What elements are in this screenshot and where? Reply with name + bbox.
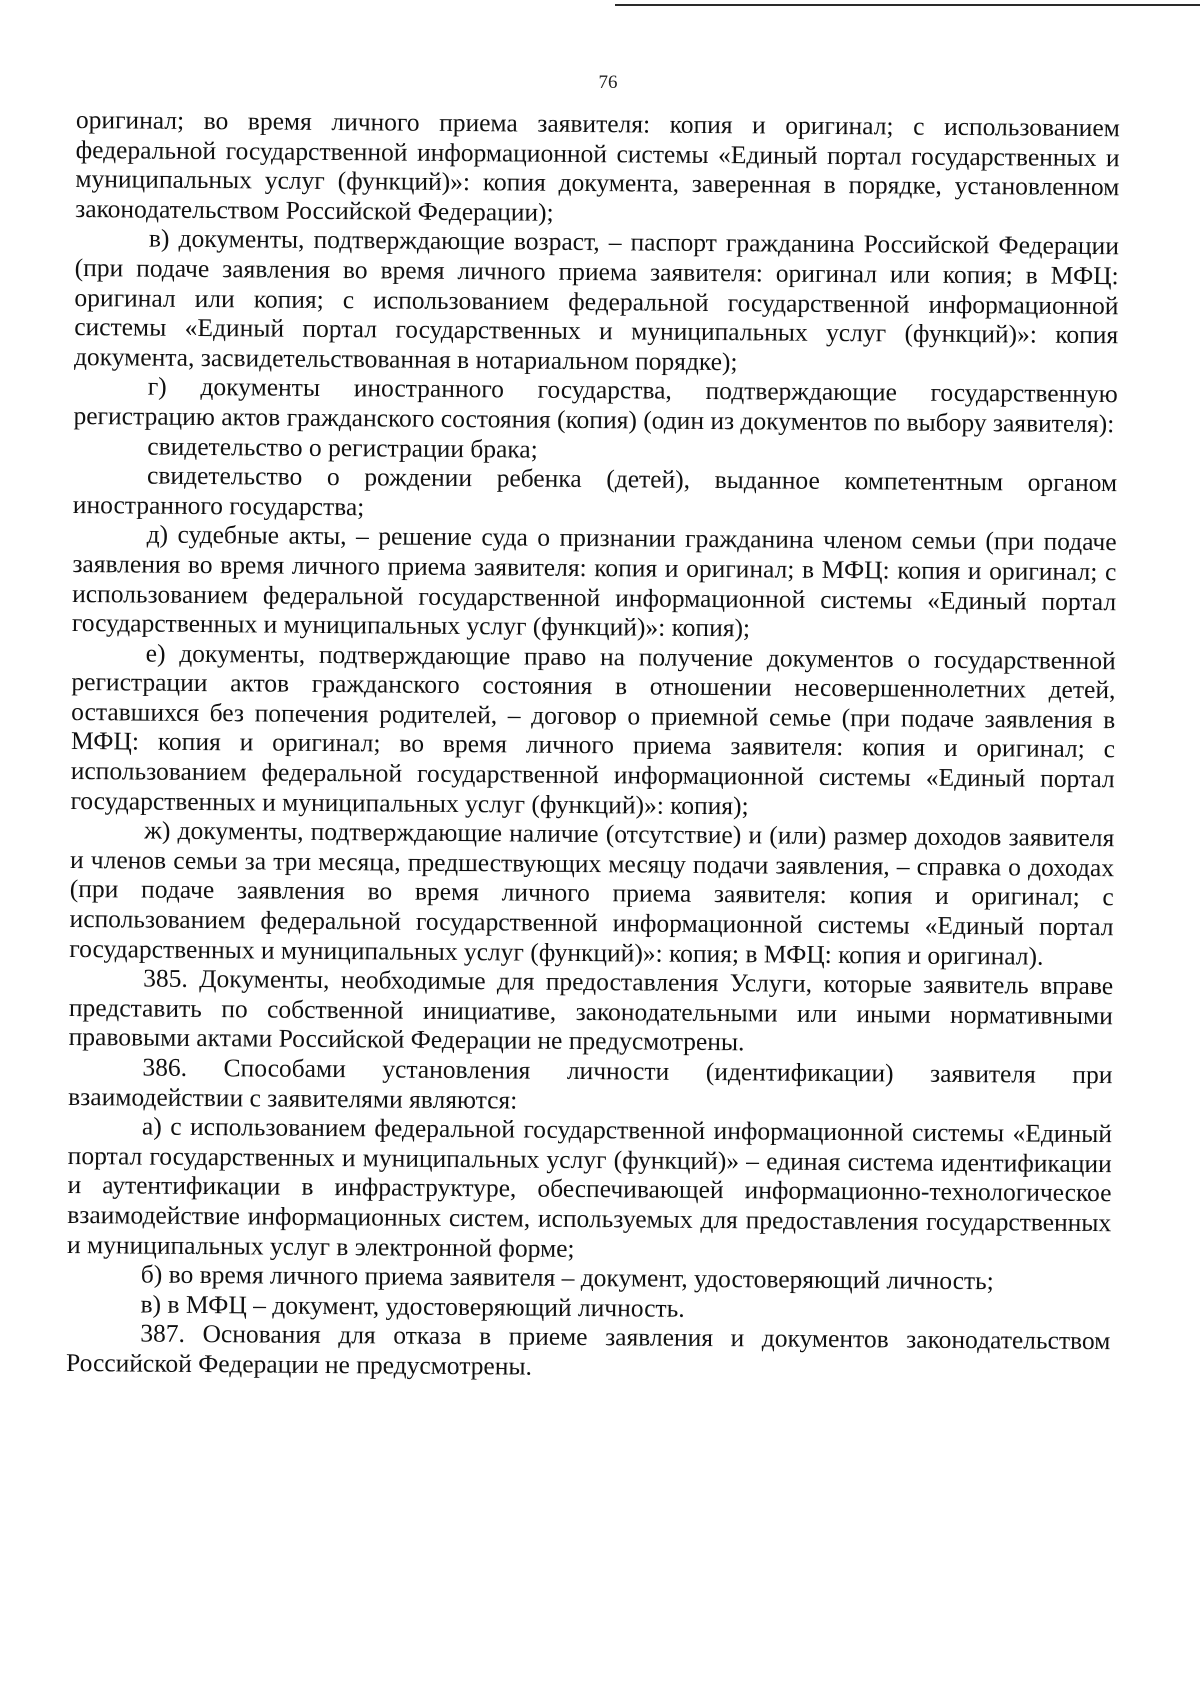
paragraph-item-g-foreign-docs: г) документы иностранного государства, подтверждающие государственную регистрацию актов гражданского состояния (копия) (один из документов по выбору заявителя): [73, 371, 1118, 439]
paragraph-item-v-age: в) документы, подтверждающие возраст, – паспорт гражданина Российской Федерации (при подаче заявления во время личного приема заявителя: оригинал или копия; в МФЦ: оригинал или копия; с использованием федеральной государственной информационной системы «Единый портал государственных и муниципальных услуг (функций)»: копия документа, засвидетельствованная в нотариальном порядке); [73, 223, 1120, 376]
top-rule [615, 4, 1200, 6]
paragraph-item-d-court-acts: д) судебные акты, – решение суда о признании гражданина членом семьи (при подаче заявления во время личного приема заявителя: копия и оригинал; в МФЦ: копия и оригинал; с использованием федеральной государственной информационной системы «Единый портал государственных и муниципальных услуг (функций)»: копия); [71, 519, 1117, 643]
body-text [66, 105, 1120, 1386]
paragraph-387: 387. Основания для отказа в приеме заявления и документов законодательством Российской Федерации не предусмотрены. [66, 1318, 1111, 1381]
paragraph-385: 385. Документы, необходимые для предоставления Услуги, которые заявитель вправе представить по собственной инициативе, законодательными или иными нормативными правовыми актами Российской Федерации не предусмотрены. [68, 963, 1114, 1057]
page-number: 76 [598, 72, 618, 93]
paragraph-birth-certificate: свидетельство о рождении ребенка (детей), выданное компетентным органом иностранного государства; [72, 460, 1118, 521]
paragraph-386-v: в) в МФЦ – документ, удостоверяющий личность. [140, 1289, 685, 1323]
paragraph-item-zh-income: ж) документы, подтверждающие наличие (отсутствие) и (или) размер доходов заявителя и членов семьи за три месяца, предшествующих месяцу подачи заявления, – справка о доходах (при подаче заявления во время личного приема заявителя: копия и оригинал; с использованием федеральной государственной информационной системы «Единый портал государственных и муниципальных услуг (функций)»: копия; в МФЦ: копия и оригинал). [69, 815, 1115, 971]
paragraph-386: 386. Способами установления личности (идентификации) заявителя при взаимодействии с заявителями являются: [68, 1052, 1113, 1115]
paragraph-item-e-foster-family: е) документы, подтверждающие право на получение документов о государственной регистрации актов гражданского состояния в отношении несовершеннолетних детей, оставшихся без попечения родителей, – договор о приемной семье (при подаче заявления в МФЦ: копия и оригинал; во время личного приема заявителя: копия и оригинал; с использованием федеральной государственной информационной системы «Единый портал государственных и муниципальных услуг (функций)»: копия); [70, 638, 1116, 820]
paragraph-marriage-certificate: свидетельство о регистрации брака; [147, 431, 538, 464]
paragraph-continuation: оригинал; во время личного приема заявителя: копия и оригинал; с использованием федеральной государственной информационной системы «Единый портал государственных и муниципальных услуг (функций)»: копия документа, заверенная в порядке, установленном законодательством Российской Федерации); [75, 105, 1120, 227]
paragraph-386-a: а) с использованием федеральной государственной информационной системы «Единый портал государственных и муниципальных услуг (функций)» – единая система идентификации и аутентификации в инфраструктуре, обеспечивающей информационно-технологическое взаимодействие информационных систем, используемых для предоставления государственных и муниципальных услуг в электронной форме; [66, 1111, 1113, 1263]
paragraph-386-b: б) во время личного приема заявителя – документ, удостоверяющий личность; [140, 1259, 994, 1296]
